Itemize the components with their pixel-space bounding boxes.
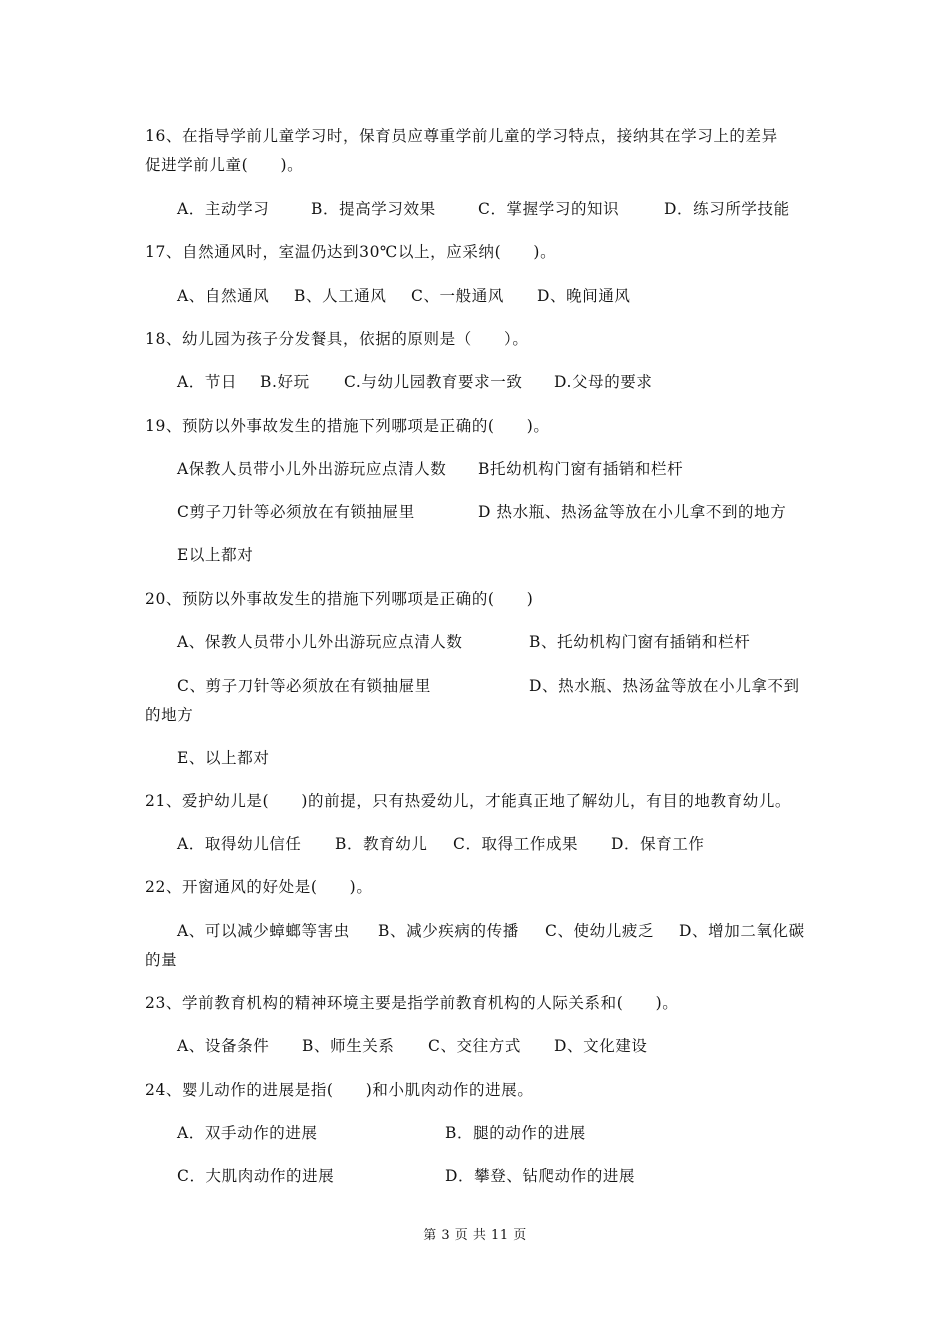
q20-option-d-cont: 的地方: [145, 706, 194, 724]
q19-option-d: D 热水瓶、热汤盆等放在小儿拿不到的地方: [478, 503, 787, 521]
question-16-line-1: 16、在指导学前儿童学习时，保育员应尊重学前儿童的学习特点，接纳其在学习上的差异: [145, 127, 778, 145]
q22-option-a: A、可以减少蟑螂等害虫: [177, 922, 350, 940]
q22-option-d-cont: 的量: [145, 951, 178, 969]
q22-option-b: B、减少疾病的传播: [378, 922, 519, 940]
q22-option-c: C、使幼儿疲乏: [545, 922, 655, 940]
q22-option-d: D、增加二氧化碳: [679, 922, 805, 940]
q23-option-d: D、文化建设: [554, 1037, 648, 1055]
q23-option-a: A、设备条件: [177, 1037, 270, 1055]
question-18: 18、幼儿园为孩子分发餐具，依据的原则是（ ）。: [145, 330, 529, 348]
q16-option-c: C．掌握学习的知识: [478, 200, 620, 218]
q18-option-b: B.好玩: [260, 373, 310, 391]
q17-option-b: B、人工通风: [294, 287, 387, 305]
question-19: 19、预防以外事故发生的措施下列哪项是正确的( )。: [145, 417, 550, 435]
question-16-line-2: 促进学前儿童( )。: [145, 156, 304, 174]
q19-option-c: C剪子刀针等必须放在有锁抽屉里: [177, 503, 415, 521]
question-22: 22、开窗通风的好处是( )。: [145, 878, 373, 896]
q21-option-d: D．保育工作: [611, 835, 705, 853]
q24-option-d: D．攀登、钻爬动作的进展: [445, 1167, 636, 1185]
q20-option-e: E、以上都对: [177, 749, 270, 767]
q20-option-b: B、托幼机构门窗有插销和栏杆: [529, 633, 751, 651]
q19-option-e: E以上都对: [177, 546, 254, 564]
q24-option-a: A．双手动作的进展: [177, 1124, 318, 1142]
q17-option-c: C、一般通风: [411, 287, 504, 305]
question-20: 20、预防以外事故发生的措施下列哪项是正确的( ): [145, 590, 534, 608]
q21-option-b: B．教育幼儿: [335, 835, 428, 853]
question-21: 21、爱护幼儿是( )的前提，只有热爱幼儿，才能真正地了解幼儿，有目的地教育幼儿。: [145, 792, 792, 810]
q16-option-a: A．主动学习: [177, 200, 270, 218]
q16-option-b: B．提高学习效果: [311, 200, 436, 218]
q20-option-c: C、剪子刀针等必须放在有锁抽屉里: [177, 677, 431, 695]
q24-option-b: B．腿的动作的进展: [445, 1124, 586, 1142]
question-17: 17、自然通风时，室温仍达到30℃以上，应采纳( )。: [145, 243, 557, 261]
page-number-footer: 第 3 页 共 11 页: [423, 1228, 527, 1243]
q21-option-a: A．取得幼儿信任: [177, 835, 302, 853]
q18-option-c: C.与幼儿园教育要求一致: [344, 373, 523, 391]
question-24: 24、婴儿动作的进展是指( )和小肌肉动作的进展。: [145, 1081, 534, 1099]
q16-option-d: D．练习所学技能: [664, 200, 790, 218]
question-23: 23、学前教育机构的精神环境主要是指学前教育机构的人际关系和( )。: [145, 994, 679, 1012]
q17-option-d: D、晚间通风: [537, 287, 631, 305]
q21-option-c: C．取得工作成果: [453, 835, 579, 853]
q24-option-c: C．大肌肉动作的进展: [177, 1167, 335, 1185]
q23-option-c: C、交往方式: [428, 1037, 521, 1055]
q23-option-b: B、师生关系: [302, 1037, 395, 1055]
q20-option-a: A、保教人员带小儿外出游玩应点清人数: [177, 633, 463, 651]
q18-option-a: A．节日: [177, 373, 238, 391]
q19-option-a: A保教人员带小儿外出游玩应点清人数: [177, 460, 447, 478]
q17-option-a: A、自然通风: [177, 287, 270, 305]
q20-option-d: D、热水瓶、热汤盆等放在小儿拿不到: [529, 677, 800, 695]
q19-option-b: B托幼机构门窗有插销和栏杆: [478, 460, 684, 478]
q18-option-d: D.父母的要求: [554, 373, 653, 391]
